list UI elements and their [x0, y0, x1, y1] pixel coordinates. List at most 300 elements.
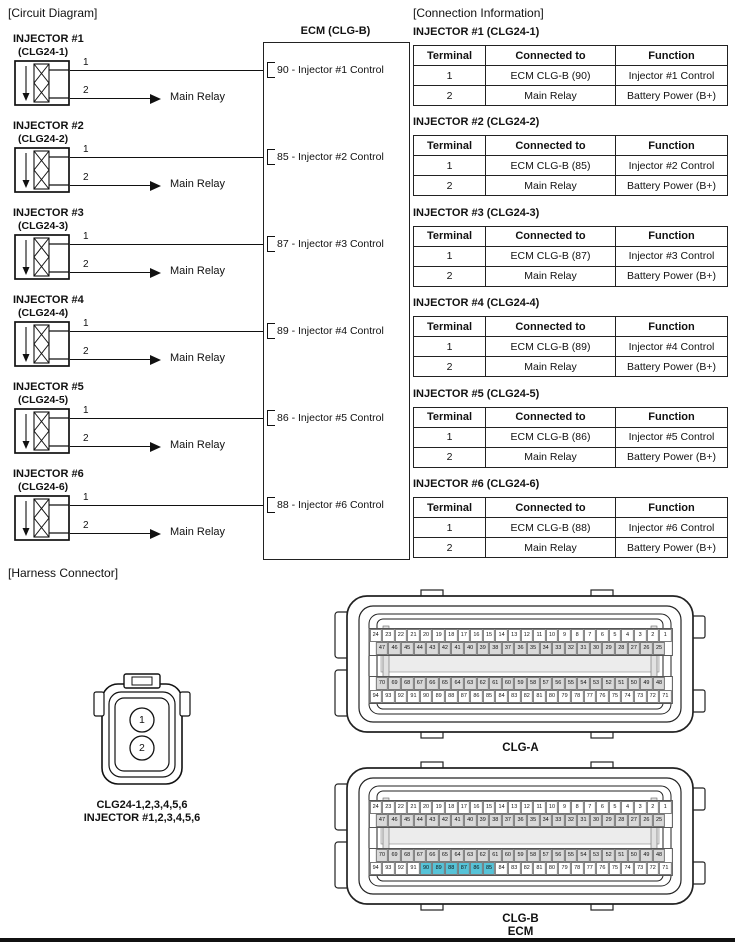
pin-cell: 44 — [413, 642, 426, 655]
pin-cell: 14 — [495, 801, 508, 814]
pin-cell: 15 — [483, 801, 496, 814]
main-relay-arrow-icon — [150, 442, 161, 452]
ecm-pin-label: 89 - Injector #4 Control — [277, 325, 384, 337]
table-cell: Battery Power (B+) — [616, 86, 728, 106]
pin-cell: 17 — [458, 801, 471, 814]
ecm-box — [263, 42, 410, 560]
pin-cell: 87 — [458, 862, 471, 875]
pin-cell: 83 — [508, 690, 521, 703]
pin-cell: 36 — [514, 642, 527, 655]
table-cell: Injector #4 Control — [616, 337, 728, 357]
terminal-2-label: 2 — [83, 172, 89, 183]
table-header-row — [414, 317, 728, 337]
terminal-1-label: 1 — [83, 57, 89, 68]
pin-block — [368, 800, 672, 828]
pin-cell: 58 — [527, 677, 540, 690]
terminal-1-label: 1 — [83, 231, 89, 242]
pin-cell: 23 — [382, 801, 395, 814]
pin-cell: 32 — [565, 814, 578, 827]
pin-cell: 14 — [495, 629, 508, 642]
ecm-connector-clg-b — [333, 760, 708, 912]
pin-cell: 29 — [602, 814, 615, 827]
pin-cell: 32 — [565, 642, 578, 655]
pin-cell: 56 — [552, 677, 565, 690]
pin-cell: 63 — [464, 849, 477, 862]
injector-symbol — [14, 321, 70, 367]
table-cell: Injector #5 Control — [616, 427, 728, 447]
main-relay-arrow-icon — [150, 94, 161, 104]
table-cell: 1 — [414, 337, 486, 357]
pin-cell: 75 — [609, 690, 622, 703]
pin-cell: 56 — [552, 849, 565, 862]
table-cell: Battery Power (B+) — [616, 447, 728, 467]
terminal-2-wire — [70, 185, 150, 186]
injector-name: INJECTOR #1 — [13, 33, 84, 45]
pin-cell: 69 — [388, 849, 401, 862]
injector-symbol — [14, 147, 70, 193]
pin-cell: 23 — [382, 629, 395, 642]
pin-cell: 81 — [533, 690, 546, 703]
ecm-connector-shell-drawing — [333, 760, 708, 912]
table-cell: Battery Power (B+) — [616, 176, 728, 196]
pin-cell: 15 — [483, 629, 496, 642]
pin-cell: 8 — [571, 629, 584, 642]
pin-cell: 88 — [445, 690, 458, 703]
pin-cell: 72 — [646, 690, 659, 703]
pin-cell: 62 — [476, 677, 489, 690]
circuit-diagram-section-label: [Circuit Diagram] — [8, 6, 98, 20]
pin-cell: 67 — [413, 677, 426, 690]
table-row — [414, 518, 728, 538]
table-header-cell: Function — [616, 136, 728, 156]
pin-row — [376, 642, 666, 655]
pin-cell: 54 — [577, 849, 590, 862]
pin-cell: 93 — [382, 862, 395, 875]
main-relay-label: Main Relay — [170, 352, 226, 364]
table-cell: Battery Power (B+) — [616, 538, 728, 558]
pin-cell: 19 — [432, 629, 445, 642]
ecm-connector-shell-drawing — [333, 588, 708, 740]
pin-cell: 84 — [495, 690, 508, 703]
table-row — [414, 447, 728, 467]
injector-connector-code: (CLG24-5) — [18, 394, 69, 406]
pin-cell: 35 — [527, 814, 540, 827]
pin-cell: 60 — [502, 849, 515, 862]
table-cell: ECM CLG-B (90) — [486, 66, 616, 86]
ecm-connector-clg-a — [333, 588, 708, 740]
pin-row — [369, 690, 671, 703]
pin-cell: 70 — [376, 849, 389, 862]
table-header-cell: Terminal — [414, 46, 486, 66]
pin-cell: 88 — [445, 862, 458, 875]
injector-connector-code: (CLG24-3) — [18, 220, 69, 232]
terminal-1-wire — [70, 418, 263, 419]
pin-cell: 18 — [445, 629, 458, 642]
pin-cell: 30 — [590, 642, 603, 655]
main-relay-arrow-icon — [150, 181, 161, 191]
pin-cell: 86 — [470, 690, 483, 703]
pin-cell: 27 — [628, 642, 641, 655]
table-row — [414, 538, 728, 558]
main-relay-label: Main Relay — [170, 178, 226, 190]
pin-cell: 33 — [552, 814, 565, 827]
pin-cell: 55 — [565, 677, 578, 690]
table-header-cell: Terminal — [414, 136, 486, 156]
pin-cell: 74 — [621, 862, 634, 875]
pin-cell: 69 — [388, 677, 401, 690]
table-cell: 2 — [414, 86, 486, 106]
pin-cell: 60 — [502, 677, 515, 690]
table-cell: Battery Power (B+) — [616, 357, 728, 377]
table-header-cell: Connected to — [486, 136, 616, 156]
pin-cell: 77 — [583, 862, 596, 875]
injector-symbol-icon — [14, 321, 70, 367]
pin-cell: 28 — [615, 814, 628, 827]
pin-cell: 45 — [401, 642, 414, 655]
pin-cell: 10 — [546, 629, 559, 642]
pin-cell: 22 — [395, 629, 408, 642]
pin-cell: 52 — [602, 849, 615, 862]
pin-cell: 75 — [609, 862, 622, 875]
pin-cell: 21 — [407, 801, 420, 814]
pin-cell: 87 — [458, 690, 471, 703]
ecm-pin-label: 85 - Injector #2 Control — [277, 151, 384, 163]
pin-row — [376, 677, 666, 690]
table-cell: Main Relay — [486, 266, 616, 286]
pin-cell: 94 — [369, 690, 382, 703]
terminal-2-label: 2 — [83, 520, 89, 531]
injector-symbol-icon — [14, 408, 70, 454]
clg-b-caption-line2: ECM — [507, 926, 534, 938]
pin-row — [369, 801, 671, 814]
pin-cell: 25 — [653, 814, 666, 827]
pin-cell: 91 — [407, 862, 420, 875]
pin-cell: 16 — [470, 629, 483, 642]
pin-cell: 92 — [395, 862, 408, 875]
terminal-1-wire — [70, 70, 263, 71]
pin-cell: 37 — [502, 814, 515, 827]
table-row — [414, 427, 728, 447]
pin-cell: 7 — [583, 801, 596, 814]
table-cell: Main Relay — [486, 447, 616, 467]
pin-cell: 54 — [577, 677, 590, 690]
pin-cell: 66 — [426, 677, 439, 690]
terminal-1-label: 1 — [83, 492, 89, 503]
injector-connector-code: (CLG24-4) — [18, 307, 69, 319]
pin-cell: 40 — [464, 814, 477, 827]
pin-cell: 58 — [527, 849, 540, 862]
ecm-pin-label: 86 - Injector #5 Control — [277, 412, 384, 424]
table-cell: Injector #3 Control — [616, 246, 728, 266]
pin-row — [369, 862, 671, 875]
pin-cell: 12 — [521, 629, 534, 642]
main-relay-label: Main Relay — [170, 439, 226, 451]
pin-cell: 11 — [533, 629, 546, 642]
pin-cell: 8 — [571, 801, 584, 814]
table-cell: 2 — [414, 266, 486, 286]
pin-cell: 42 — [439, 642, 452, 655]
injector-name: INJECTOR #5 — [13, 381, 84, 393]
injector-symbol-icon — [14, 60, 70, 106]
terminal-1-wire — [70, 244, 263, 245]
injector-connector-code: (CLG24-2) — [18, 133, 69, 145]
pin-cell: 9 — [558, 801, 571, 814]
pin-cell: 63 — [464, 677, 477, 690]
terminal-2-wire — [70, 359, 150, 360]
table-header-row — [414, 226, 728, 246]
connection-table-title: INJECTOR #2 (CLG24-2) — [413, 116, 540, 129]
table-header-cell: Function — [616, 46, 728, 66]
table-cell: ECM CLG-B (85) — [486, 156, 616, 176]
table-header-cell: Connected to — [486, 226, 616, 246]
table-cell: 1 — [414, 156, 486, 176]
injector-name: INJECTOR #6 — [13, 468, 84, 480]
connection-table-title: INJECTOR #4 (CLG24-4) — [413, 297, 540, 310]
pin-cell: 37 — [502, 642, 515, 655]
connection-table-title: INJECTOR #1 (CLG24-1) — [413, 26, 540, 38]
pin-cell: 94 — [369, 862, 382, 875]
pin-cell: 4 — [621, 801, 634, 814]
pin-cell: 64 — [451, 849, 464, 862]
table-cell: Battery Power (B+) — [616, 266, 728, 286]
pin-cell: 34 — [539, 814, 552, 827]
table-cell: 2 — [414, 176, 486, 196]
table-row — [414, 266, 728, 286]
pin-cell: 6 — [596, 801, 609, 814]
pin-cell: 53 — [590, 677, 603, 690]
ecm-pin-label: 90 - Injector #1 Control — [277, 64, 384, 76]
pin-cell: 49 — [640, 849, 653, 862]
pin-cell: 45 — [401, 814, 414, 827]
pin-cell: 83 — [508, 862, 521, 875]
pin-cell: 3 — [634, 801, 647, 814]
injector-symbol-icon — [14, 495, 70, 541]
pin-cell: 38 — [489, 642, 502, 655]
pin-cell: 5 — [609, 629, 622, 642]
table-header-cell: Terminal — [414, 226, 486, 246]
main-relay-label: Main Relay — [170, 91, 226, 103]
pin-cell: 89 — [432, 862, 445, 875]
pin-cell: 80 — [546, 690, 559, 703]
pin-cell: 79 — [558, 690, 571, 703]
pin-cell: 68 — [401, 677, 414, 690]
pin-cell: 20 — [420, 801, 433, 814]
pin-cell: 61 — [489, 849, 502, 862]
harness-pin-2-number: 2 — [139, 742, 145, 754]
table-header-cell: Terminal — [414, 407, 486, 427]
ecm-box-title: ECM (CLG-B) — [300, 25, 371, 37]
pin-cell: 9 — [558, 629, 571, 642]
table-cell: 1 — [414, 66, 486, 86]
pin-cell: 71 — [659, 690, 672, 703]
pin-cell: 85 — [483, 690, 496, 703]
table-header-cell: Function — [616, 498, 728, 518]
table-header-cell: Connected to — [486, 498, 616, 518]
pin-cell: 62 — [476, 849, 489, 862]
pin-cell: 65 — [439, 849, 452, 862]
clg-b-caption — [333, 913, 708, 939]
table-cell: Main Relay — [486, 176, 616, 196]
terminal-1-wire — [70, 505, 263, 506]
pin-cell: 46 — [388, 642, 401, 655]
injector-symbol — [14, 408, 70, 454]
table-cell: Injector #6 Control — [616, 518, 728, 538]
pin-cell: 1 — [659, 801, 672, 814]
connection-table-title: INJECTOR #5 (CLG24-5) — [413, 387, 540, 400]
clg-b-caption-line1: CLG-B — [502, 913, 539, 925]
pin-cell: 81 — [533, 862, 546, 875]
table-cell: 2 — [414, 357, 486, 377]
pin-cell: 6 — [596, 629, 609, 642]
pin-cell: 19 — [432, 801, 445, 814]
injector-name: INJECTOR #3 — [13, 207, 84, 219]
pin-cell: 49 — [640, 677, 653, 690]
pin-cell: 38 — [489, 814, 502, 827]
table-cell: Injector #2 Control — [616, 156, 728, 176]
pin-cell: 50 — [628, 677, 641, 690]
terminal-1-wire — [70, 157, 263, 158]
table-cell: ECM CLG-B (87) — [486, 246, 616, 266]
pin-cell: 31 — [577, 642, 590, 655]
pin-cell: 79 — [558, 862, 571, 875]
harness-connector-caption — [42, 799, 242, 825]
pin-cell: 22 — [395, 801, 408, 814]
injector-name: INJECTOR #4 — [13, 294, 84, 306]
table-row — [414, 357, 728, 377]
terminal-1-label: 1 — [83, 318, 89, 329]
pin-cell: 40 — [464, 642, 477, 655]
pin-cell: 44 — [413, 814, 426, 827]
pin-cell: 68 — [401, 849, 414, 862]
pin-cell: 61 — [489, 677, 502, 690]
table-header-row — [414, 136, 728, 156]
connector-face-drawing — [92, 672, 192, 797]
pin-cell: 48 — [653, 677, 666, 690]
pin-cell: 2 — [646, 801, 659, 814]
pin-cell: 31 — [577, 814, 590, 827]
pin-cell: 20 — [420, 629, 433, 642]
pin-cell: 50 — [628, 849, 641, 862]
pin-cell: 42 — [439, 814, 452, 827]
pin-cell: 66 — [426, 849, 439, 862]
pin-cell: 57 — [539, 849, 552, 862]
table-row — [414, 86, 728, 106]
pin-cell: 48 — [653, 849, 666, 862]
pin-cell: 59 — [514, 849, 527, 862]
table-header-cell: Connected to — [486, 317, 616, 337]
pin-cell: 65 — [439, 677, 452, 690]
pin-cell: 26 — [640, 814, 653, 827]
connection-table-title: INJECTOR #3 (CLG24-3) — [413, 206, 540, 219]
pin-cell: 53 — [590, 849, 603, 862]
pin-cell: 39 — [476, 642, 489, 655]
pin-cell: 36 — [514, 814, 527, 827]
pin-cell: 74 — [621, 690, 634, 703]
pin-cell: 43 — [426, 642, 439, 655]
pin-cell: 78 — [571, 690, 584, 703]
main-relay-label: Main Relay — [170, 265, 226, 277]
pin-block — [368, 848, 672, 876]
pin-cell: 91 — [407, 690, 420, 703]
main-relay-arrow-icon — [150, 268, 161, 278]
table-cell: ECM CLG-B (88) — [486, 518, 616, 538]
pin-cell: 57 — [539, 677, 552, 690]
main-relay-arrow-icon — [150, 355, 161, 365]
pin-cell: 55 — [565, 849, 578, 862]
pin-cell: 30 — [590, 814, 603, 827]
pin-cell: 59 — [514, 677, 527, 690]
pin-cell: 3 — [634, 629, 647, 642]
main-relay-label: Main Relay — [170, 526, 226, 538]
table-cell: Main Relay — [486, 538, 616, 558]
pin-cell: 33 — [552, 642, 565, 655]
table-cell: Injector #1 Control — [616, 66, 728, 86]
table-cell: 2 — [414, 538, 486, 558]
table-cell: 1 — [414, 518, 486, 538]
pin-cell: 82 — [521, 690, 534, 703]
pin-cell: 78 — [571, 862, 584, 875]
pin-cell: 35 — [527, 642, 540, 655]
injector-symbol-icon — [14, 147, 70, 193]
table-cell: 1 — [414, 246, 486, 266]
pin-row — [376, 849, 666, 862]
pin-cell: 28 — [615, 642, 628, 655]
pin-cell: 2 — [646, 629, 659, 642]
table-header-row — [414, 407, 728, 427]
table-cell: Main Relay — [486, 357, 616, 377]
connection-table — [413, 45, 728, 106]
pin-cell: 13 — [508, 629, 521, 642]
terminal-2-label: 2 — [83, 85, 89, 96]
pin-cell: 80 — [546, 862, 559, 875]
pin-cell: 47 — [376, 642, 389, 655]
injector-harness-connector-drawing — [92, 672, 192, 797]
pin-cell: 27 — [628, 814, 641, 827]
pin-cell: 21 — [407, 629, 420, 642]
connection-table-title: INJECTOR #6 (CLG24-6) — [413, 478, 540, 490]
pin-cell: 24 — [369, 801, 382, 814]
pin-cell: 39 — [476, 814, 489, 827]
pin-cell: 29 — [602, 642, 615, 655]
table-cell: ECM CLG-B (86) — [486, 427, 616, 447]
table-header-cell: Terminal — [414, 498, 486, 518]
pin-cell: 11 — [533, 801, 546, 814]
terminal-2-wire — [70, 446, 150, 447]
injector-connector-code: (CLG24-1) — [18, 46, 69, 58]
harness-caption-line2: INJECTOR #1,2,3,4,5,6 — [83, 812, 201, 824]
pin-cell: 47 — [376, 814, 389, 827]
pin-cell: 26 — [640, 642, 653, 655]
pin-cell: 86 — [470, 862, 483, 875]
pin-cell: 1 — [659, 629, 672, 642]
injector-connector-code: (CLG24-6) — [18, 481, 69, 493]
pin-cell: 41 — [451, 642, 464, 655]
terminal-2-wire — [70, 98, 150, 99]
connection-table — [413, 407, 728, 468]
terminal-1-label: 1 — [83, 144, 89, 155]
terminal-1-wire — [70, 331, 263, 332]
pin-cell: 41 — [451, 814, 464, 827]
connection-table — [413, 316, 728, 377]
connection-table — [413, 497, 728, 558]
pin-cell: 64 — [451, 677, 464, 690]
table-cell: 2 — [414, 447, 486, 467]
table-header-cell: Function — [616, 407, 728, 427]
table-row — [414, 337, 728, 357]
terminal-2-wire — [70, 533, 150, 534]
pin-cell: 73 — [634, 690, 647, 703]
pin-cell: 51 — [615, 849, 628, 862]
